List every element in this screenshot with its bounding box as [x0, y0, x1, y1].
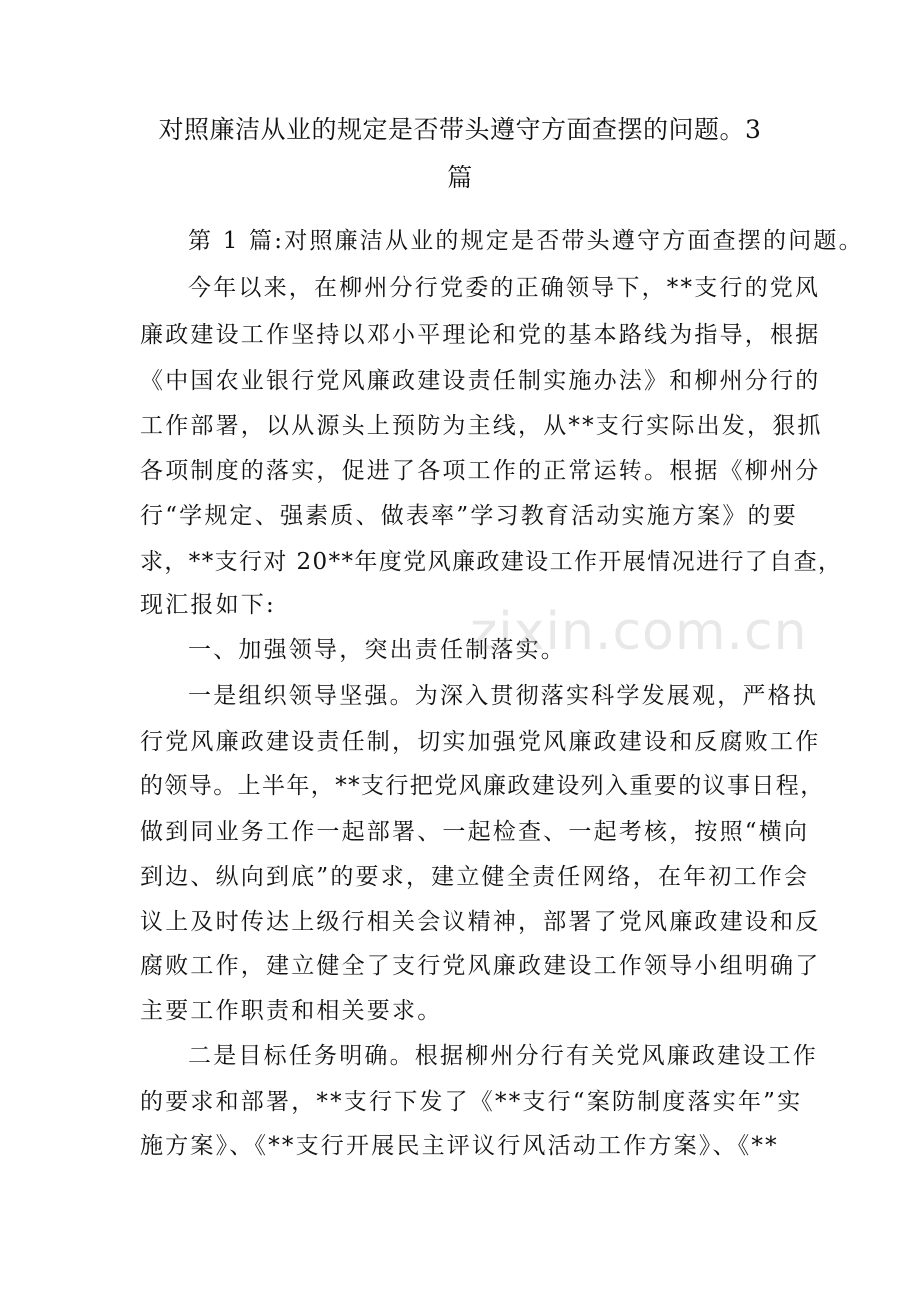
body-line-11: 一是组织领导坚强。为深入贯彻落实科学发展观，严格执 [188, 683, 818, 709]
body-line-18: 主要工作职责和相关要求。 [140, 998, 443, 1024]
body-line-3: 廉政建设工作坚持以邓小平理论和党的基本路线为指导，根据 [140, 322, 821, 348]
document-title-line-2: 篇 [447, 163, 473, 192]
body-line-2: 今年以来，在柳州分行党委的正确领导下，**支行的党风 [188, 275, 821, 301]
body-line-21: 施方案》、《**支行开展民主评议行风活动工作方案》、《** [140, 1133, 779, 1159]
body-line-7: 行“学规定、强素质、做表率”学习教育活动实施方案》的要 [140, 503, 798, 529]
body-line-8: 求，**支行对 20**年度党风廉政建设工作开展情况进行了自查， [140, 549, 843, 575]
section-heading-1: 一、加强领导，突出责任制落实。 [188, 637, 566, 663]
body-line-13: 的领导。上半年，**支行把党风廉政建设列入重要的议事日程， [140, 773, 825, 799]
body-line-20: 的要求和部署，**支行下发了《**支行“案防制度落实年”实 [140, 1089, 803, 1115]
body-line-19: 二是目标任务明确。根据柳州分行有关党风廉政建设工作 [188, 1043, 818, 1069]
body-line-4: 《中国农业银行党风廉政建设责任制实施办法》和柳州分行的 [140, 368, 821, 394]
body-line-5: 工作部署，以从源头上预防为主线，从**支行实际出发，狠抓 [140, 413, 823, 439]
body-line-16: 议上及时传达上级行相关会议精神，部署了党风廉政建设和反 [140, 909, 821, 935]
body-line-17: 腐败工作，建立健全了支行党风廉政建设工作领导小组明确了 [140, 953, 821, 979]
body-line-12: 行党风廉政建设责任制，切实加强党风廉政建设和反腐败工作 [140, 729, 821, 755]
body-line-14: 做到同业务工作一起部署、一起检查、一起考核，按照“横向 [140, 819, 810, 845]
body-line-15: 到边、纵向到底”的要求，建立健全责任网络，在年初工作会 [140, 864, 810, 890]
body-line-1: 第 1 篇:对照廉洁从业的规定是否带头遵守方面查摆的问题。 [188, 228, 864, 254]
watermark-text: zixin.com.cn [470, 602, 808, 662]
body-line-6: 各项制度的落实，促进了各项工作的正常运转。根据《柳州分 [140, 458, 821, 484]
body-line-9: 现汇报如下: [140, 592, 276, 618]
document-title-line-1: 对照廉洁从业的规定是否带头遵守方面查摆的问题。3 [158, 115, 762, 144]
